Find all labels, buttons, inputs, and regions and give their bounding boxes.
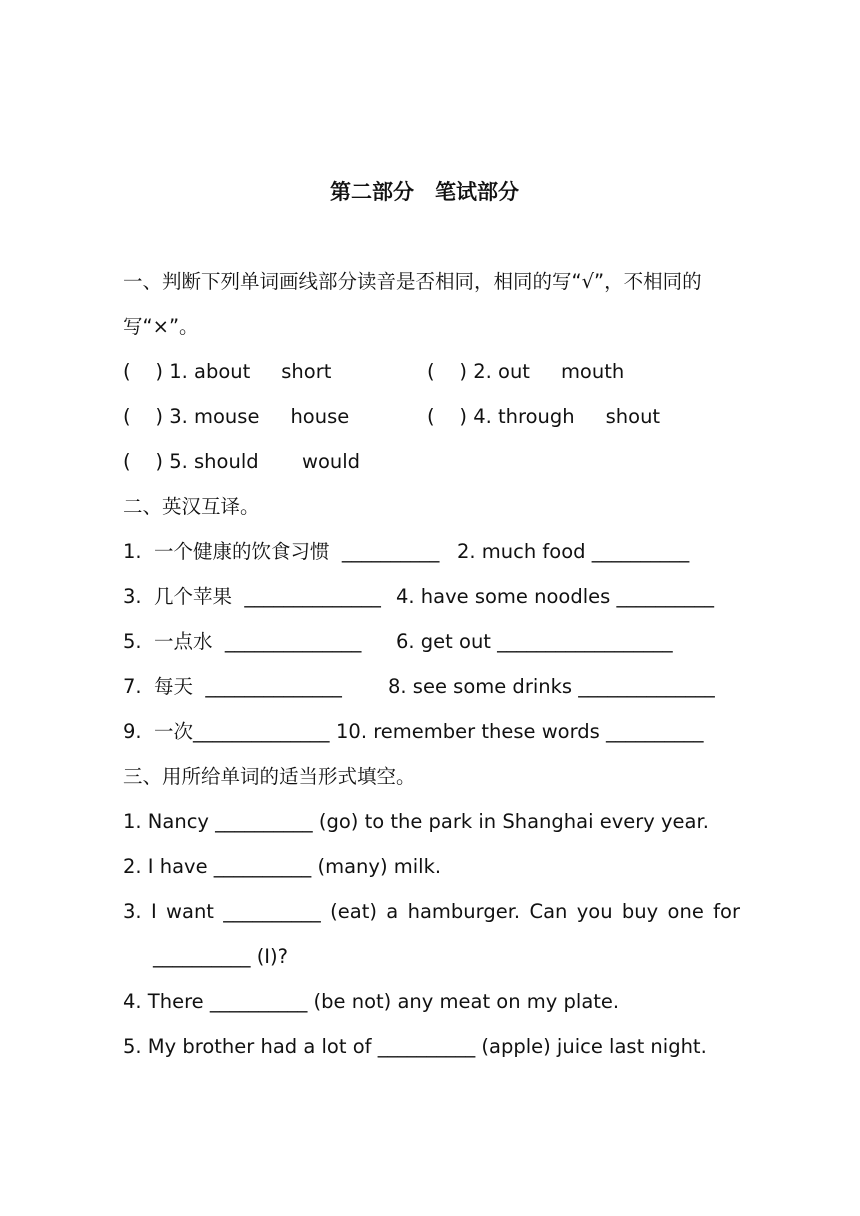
phonics-item-5: ( ) 5. should would: [123, 450, 361, 473]
fill-item-4: 4. There __________ (be not) any meat on my plate.: [123, 990, 620, 1013]
section3-heading: 三、用所给单词的适当形式填空。: [123, 765, 416, 788]
fill-item-1: 1. Nancy __________ (go) to the park in Shanghai every year.: [123, 810, 709, 833]
phonics-item-1: ( ) 1. about short: [123, 360, 332, 383]
fill-item-3-cont: __________ (I)?: [153, 945, 289, 968]
translate-item-3: 3. 几个苹果 ______________: [123, 585, 381, 608]
translate-item-8: 8. see some drinks ______________: [388, 675, 715, 698]
translate-item-5: 5. 一点水 ______________: [123, 630, 362, 653]
section2-heading: 二、英汉互译。: [123, 495, 260, 518]
phonics-item-3: ( ) 3. mouse house: [123, 405, 350, 428]
translate-item-10: 10. remember these words __________: [336, 720, 704, 743]
fill-item-2: 2. I have __________ (many) milk.: [123, 855, 442, 878]
translate-item-7: 7. 每天 ______________: [123, 675, 342, 698]
translate-item-4: 4. have some noodles __________: [396, 585, 714, 608]
translate-item-9: 9. 一次______________: [123, 720, 330, 743]
phonics-item-4: ( ) 4. through shout: [427, 405, 661, 428]
section1-heading: 一、判断下列单词画线部分读音是否相同，相同的写“√”，不相同的: [123, 270, 702, 293]
phonics-item-2: ( ) 2. out mouth: [427, 360, 625, 383]
fill-item-5: 5. My brother had a lot of __________ (apple) juice last night.: [123, 1035, 707, 1058]
translate-item-2: 2. much food __________: [457, 540, 690, 563]
fill-item-3: 3. I want __________ (eat) a hamburger. Can you buy one for: [123, 900, 740, 923]
translate-item-6: 6. get out __________________: [396, 630, 673, 653]
page-title: 第二部分 笔试部分: [330, 180, 519, 204]
section1-heading-cont: 写“×”。: [123, 315, 199, 338]
translate-item-1: 1. 一个健康的饮食习惯 __________: [123, 540, 440, 563]
